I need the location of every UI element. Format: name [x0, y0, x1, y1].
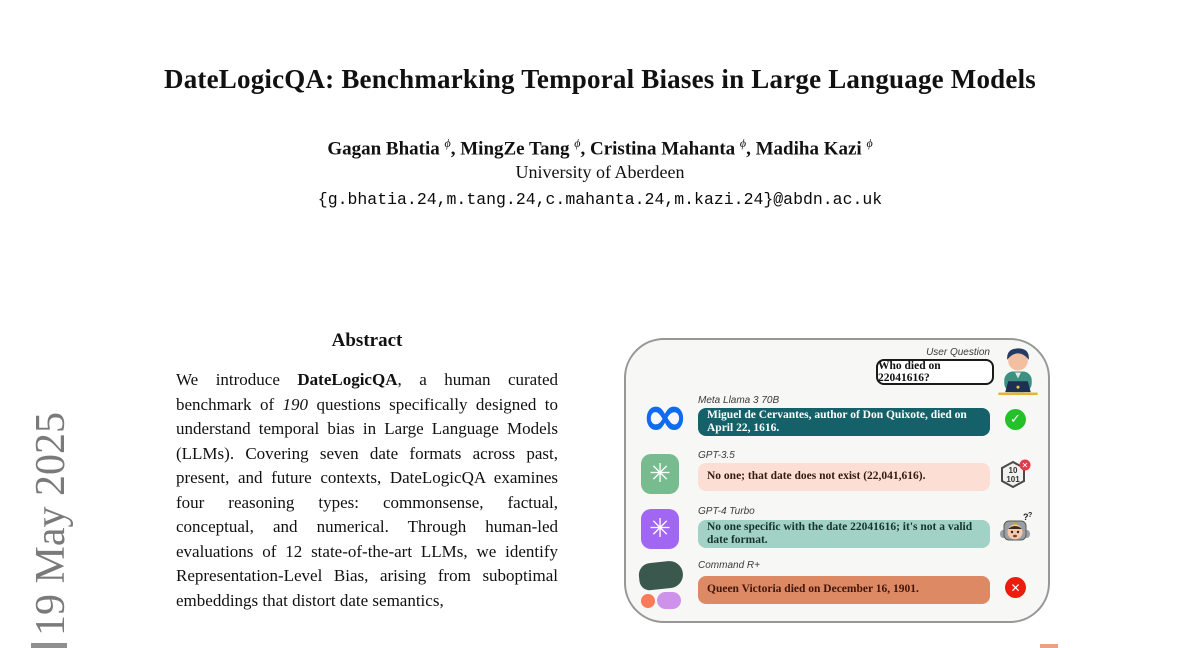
model-name-label: GPT-3.5: [698, 450, 735, 461]
correct-check-icon: ✓: [1005, 409, 1026, 430]
arxiv-date-watermark: 19 May 2025: [28, 412, 74, 636]
arxiv-id-watermark-cropped: [31, 643, 67, 648]
cohere-logo-icon: [639, 562, 683, 609]
user-avatar: [996, 345, 1040, 396]
svg-text:?: ?: [1028, 512, 1033, 519]
tokenization-error-icon: [1000, 459, 1032, 489]
abstract-heading: Abstract: [331, 330, 403, 351]
figure-caption-swatch-cropped: [1040, 644, 1058, 648]
model-response-bubble: Queen Victoria died on December 16, 1901.: [698, 576, 990, 604]
svg-text:10: 10: [1008, 466, 1018, 475]
page-title: DateLogicQA: Benchmarking Temporal Biases in Large Language Models: [164, 64, 1036, 95]
meta-logo-icon: ∞: [641, 384, 689, 449]
incorrect-x-icon: ✕: [1005, 577, 1026, 598]
svg-text:✕: ✕: [1021, 461, 1029, 470]
model-response-bubble: Miguel de Cervantes, author of Don Quixote, died on April 22, 1616.: [698, 408, 990, 436]
model-response-bubble: No one; that date does not exist (22,041,616).: [698, 463, 990, 491]
model-name-label: Command R+: [698, 560, 760, 571]
authors-line: Gagan Bhatia $^\phi$, MingZe Tang $^\phi$, Cristina Mahanta $^\phi$, Madiha Kazi $^\phi$: [327, 136, 873, 160]
openai-gpt35-logo-icon: ✳: [641, 454, 679, 494]
user-question-bubble: Who died on 22041616?: [876, 359, 994, 385]
user-question-label: User Question: [926, 347, 990, 358]
model-name-label: GPT-4 Turbo: [698, 506, 755, 517]
svg-text:101: 101: [1006, 475, 1020, 484]
figure-llm-comparison: [624, 338, 1050, 623]
svg-text:?: ?: [1023, 512, 1029, 522]
confused-robot-icon: [996, 512, 1034, 544]
abstract-text: We introduce DateLogicQA, a human curated benchmark of 190 questions specifically designed to understand temporal bias in Large Language Models (LLMs). Covering seven date formats across past, present, and future contexts, DateLogicQA examines four reasoning types: commonsense, factual, conceptual, and numerical. Through human-led evaluations of 12 state-of-the-art LLMs, we identify Representation-Level Bias, arising from suboptimal embeddings that distort date semantics,: [176, 370, 558, 610]
model-name-label: Meta Llama 3 70B: [698, 395, 780, 406]
openai-gpt4-logo-icon: ✳: [641, 509, 679, 549]
model-response-bubble: No one specific with the date 22041616; it's not a valid date format.: [698, 520, 990, 548]
email-line: {g.bhatia.24,m.tang.24,c.mahanta.24,m.kazi.24}@abdn.ac.uk: [317, 190, 883, 209]
abstract-section: [176, 330, 558, 613]
affiliation: University of Aberdeen: [515, 162, 685, 182]
